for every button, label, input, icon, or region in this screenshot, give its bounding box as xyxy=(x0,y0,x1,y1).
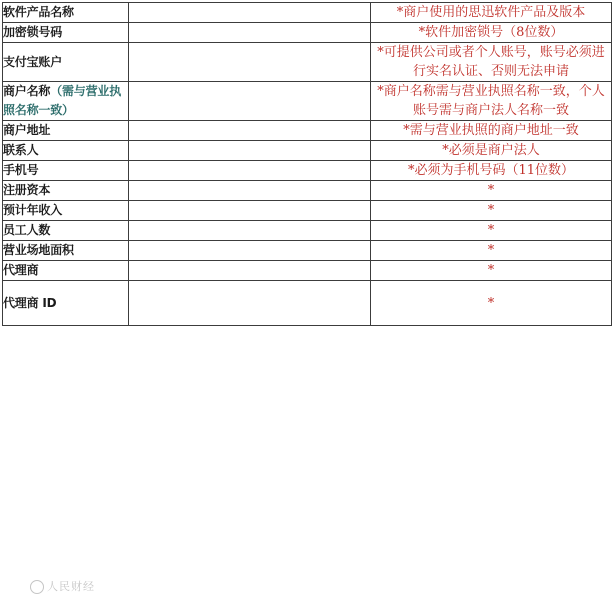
field-note-merchant-name: *商户名称需与营业执照名称一致，个人账号需与商户法人名称一致 xyxy=(371,82,612,121)
field-value-merchant-name[interactable] xyxy=(129,82,371,121)
field-label-agent: 代理商 xyxy=(3,261,129,281)
table-row xyxy=(3,3,612,23)
table-row xyxy=(3,82,612,121)
field-note-agent: * xyxy=(371,261,612,281)
field-label-merchant-name xyxy=(3,82,129,121)
watermark xyxy=(30,578,95,594)
field-value-software-product[interactable] xyxy=(129,3,371,23)
field-label-merchant-name-text: 商户名称 xyxy=(3,84,51,98)
field-note-software-product: *商户使用的思迅软件产品及版本 xyxy=(371,3,612,23)
table-row xyxy=(3,241,612,261)
field-label-alipay-account: 支付宝账户 xyxy=(3,43,129,82)
field-note-registered-capital: * xyxy=(371,181,612,201)
watermark-text: 人民财经 xyxy=(47,580,95,593)
field-label-agent-id: 代理商 ID xyxy=(3,281,129,326)
field-label-contact: 联系人 xyxy=(3,141,129,161)
field-note-annual-revenue: * xyxy=(371,201,612,221)
field-label-employee-count: 员工人数 xyxy=(3,221,129,241)
field-value-annual-revenue[interactable] xyxy=(129,201,371,221)
field-note-dongle-number: *软件加密锁号（8位数） xyxy=(371,23,612,43)
field-label-merchant-address: 商户地址 xyxy=(3,121,129,141)
field-label-business-area: 营业场地面积 xyxy=(3,241,129,261)
field-note-business-area: * xyxy=(371,241,612,261)
field-label-software-product: 软件产品名称 xyxy=(3,3,129,23)
field-note-phone: *必须为手机号码（11位数） xyxy=(371,161,612,181)
table-row xyxy=(3,201,612,221)
field-value-registered-capital[interactable] xyxy=(129,181,371,201)
field-value-alipay-account[interactable] xyxy=(129,43,371,82)
field-label-annual-revenue: 预计年收入 xyxy=(3,201,129,221)
table-row xyxy=(3,121,612,141)
merchant-application-form xyxy=(2,2,612,326)
field-value-phone[interactable] xyxy=(129,161,371,181)
field-value-merchant-address[interactable] xyxy=(129,121,371,141)
field-value-agent[interactable] xyxy=(129,261,371,281)
field-value-contact[interactable] xyxy=(129,141,371,161)
watermark-logo-icon xyxy=(30,580,44,594)
table-row xyxy=(3,281,612,326)
table-row xyxy=(3,261,612,281)
field-note-contact: *必须是商户法人 xyxy=(371,141,612,161)
table-row xyxy=(3,23,612,43)
field-label-phone: 手机号 xyxy=(3,161,129,181)
field-label-dongle-number: 加密锁号码 xyxy=(3,23,129,43)
field-value-agent-id[interactable] xyxy=(129,281,371,326)
field-note-agent-id: * xyxy=(371,281,612,326)
table-row xyxy=(3,161,612,181)
field-note-alipay-account: *可提供公司或者个人账号，账号必须进行实名认证、否则无法申请 xyxy=(371,43,612,82)
table-row xyxy=(3,43,612,82)
field-note-merchant-address: *需与营业执照的商户地址一致 xyxy=(371,121,612,141)
table-row xyxy=(3,141,612,161)
field-value-dongle-number[interactable] xyxy=(129,23,371,43)
field-value-employee-count[interactable] xyxy=(129,221,371,241)
table-row xyxy=(3,181,612,201)
field-label-merchant-name-note: （需与营业执照名称一致） xyxy=(3,84,122,117)
field-label-registered-capital: 注册资本 xyxy=(3,181,129,201)
table-row xyxy=(3,221,612,241)
field-note-employee-count: * xyxy=(371,221,612,241)
field-value-business-area[interactable] xyxy=(129,241,371,261)
